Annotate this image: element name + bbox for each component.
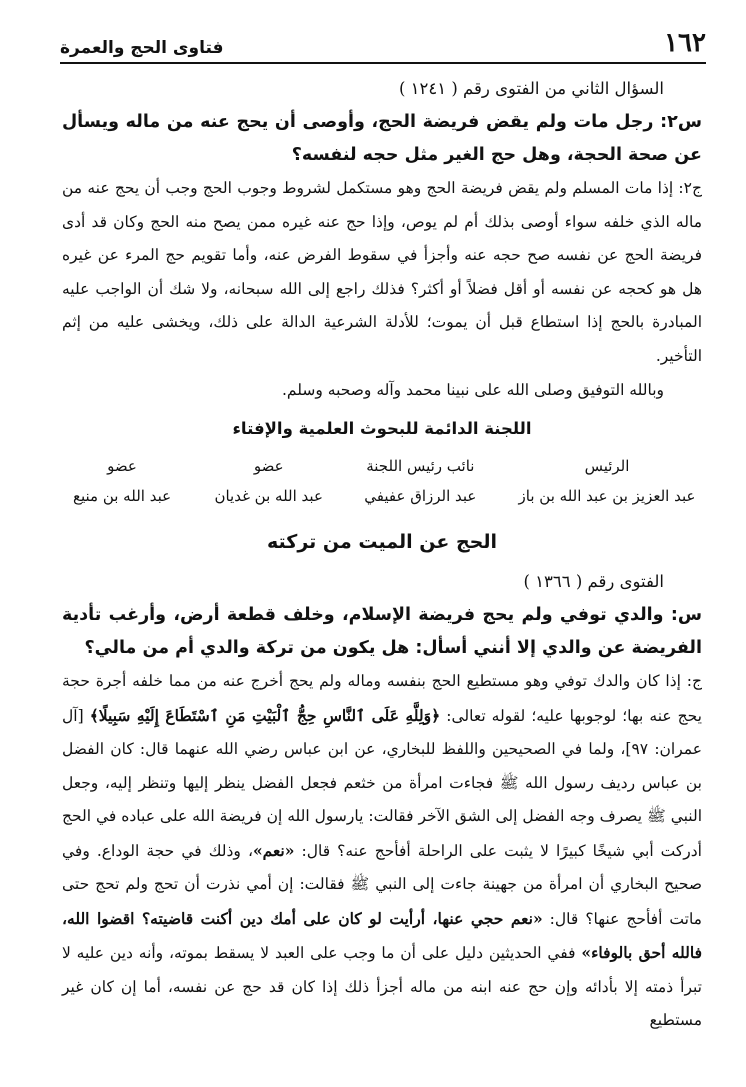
name-vice-chairman: عبد الرزاق عفيفي <box>364 487 477 505</box>
fatwa1-closing: وبالله التوفيق وصلى الله على نبينا محمد وآله وصحبه وسلم. <box>281 381 664 399</box>
fatwa1-question: س٢: رجل مات ولم يقض فريضة الحج، وأوصى أن يحج عنه من ماله ويسأل عن صحة الحجة، وهل حج الغير مثل حجه لنفسه؟ <box>62 112 702 165</box>
hadith-quote: «نعم» <box>252 840 295 860</box>
answer-text: ، ولما في الصحيحين واللفظ للبخاري، عن ابن عباس رضي الله عنهما قال: كان الفضل بن عباس رديف رسول الله ﷺ فجاءت امرأة من خثعم فجعل الفضل ينظر إليها وتنظر إليه، وجعل النبي ﷺ يصرف وجه الفضل إلى الشق الآخر فقالت: يارسول الله إن فريضة الله على عباده في الحج أدركت أبي شيخًا كبيرًا لا يثبت على الراحلة أفأحج عنه؟ قال: <box>62 740 702 860</box>
page-header <box>60 24 706 64</box>
page-number: ١٦٢ <box>664 28 706 58</box>
committee-names <box>62 481 702 511</box>
role-chairman: الرئيس <box>584 457 630 475</box>
page-body <box>62 72 702 1038</box>
fatwa2-label: الفتوى رقم ( ١٣٦٦ ) <box>523 572 664 591</box>
running-title: فتاوى الحج والعمرة <box>60 38 224 58</box>
role-member: عضو <box>253 457 284 475</box>
hadith-quote: «نعم حجي عنها، أرأيت لو كان على أمك دين أكنت قاضيته؟ اقضوا الله، فالله أحق بالوفاء» <box>62 908 703 962</box>
name-member: عبد الله بن غديان <box>214 487 323 505</box>
quran-verse: ﴿وَلِلَّهِ عَلَى ٱلنَّاسِ حِجُّ ٱلْبَيْتِ مَنِ ٱسْتَطَاعَ إِلَيْهِ سَبِيلًا﴾ <box>89 705 441 725</box>
answer-text: ، وذلك في حجة الوداع. وفي صحيح البخاري أن امرأة من جهينة جاءت إلى النبي ﷺ فقالت: إن أمي نذرت أن تحج ولم تحج حتى ماتت أفأحج عنها؟ قال: <box>62 841 702 928</box>
fatwa2-answer <box>62 665 702 1038</box>
name-chairman: عبد العزيز بن عبد الله بن باز <box>518 487 696 505</box>
committee-title: اللجنة الدائمة للبحوث العلمية والإفتاء <box>232 419 532 438</box>
fatwa1-label: السؤال الثاني من الفتوى رقم ( ١٢٤١ ) <box>398 79 664 98</box>
committee-roles <box>62 451 702 481</box>
fatwa2-question: س: والدي توفي ولم يحج فريضة الإسلام، وخلف قطعة أرض، وأرغب تأدية الفريضة عن والدي إلا أنني أسأل: هل يكون من تركة والدي أم من مالي؟ <box>62 605 702 658</box>
answer-text: ج: إذا كان والدك توفي وهو مستطيع الحج بنفسه وماله ولم يحج أخرج عنه من مما خلفه أجرة حجة يحج عنه بها؛ لوجوبها عليه؛ لقوله تعالى: <box>62 672 702 725</box>
verse-reference: [آل عمران: ٩٧] <box>62 706 702 758</box>
role-vice-chairman: نائب رئيس اللجنة <box>366 457 475 475</box>
section-title: الحج عن الميت من تركته <box>267 531 497 553</box>
role-member: عضو <box>107 457 137 475</box>
name-member: عبد الله بن منيع <box>72 487 172 505</box>
answer-text: ففي الحديثين دليل على أن ما وجب على العبد لا يسقط بموته، وأنه دين عليه لا تبرأ ذمته إلا بأدائه وإن حج عنه ابنه من ماله أجزأ ذلك إذا كان قد حج عن نفسه، أما إن كان غير مستطيع <box>62 944 702 1029</box>
fatwa1-answer: ج٢: إذا مات المسلم ولم يقض فريضة الحج وهو مستكمل لشروط وجوب الحج وجب أن يحج عنه من ماله الذي خلفه سواء أوصى بذلك أم لم يوص، وإذا حج عنه غيره ممن يصح منه الحج وكان قد أدى فريضة الحج عن نفسه صح حجه عنه وأجزأ في سقوط الفرض عنه، وأما تقويم حج المرء عن غيره هل هو كحجه عن نفسه أو أقل فضلاً أو أكثر؟ فذلك راجع إلى الله سبحانه، ولا شك أن الواجب عليه المبادرة بالحج إذا استطاع قبل أن يموت؛ للأدلة الشرعية الدالة على ذلك، ويخشى عليه من إثم التأخير. <box>62 179 703 365</box>
